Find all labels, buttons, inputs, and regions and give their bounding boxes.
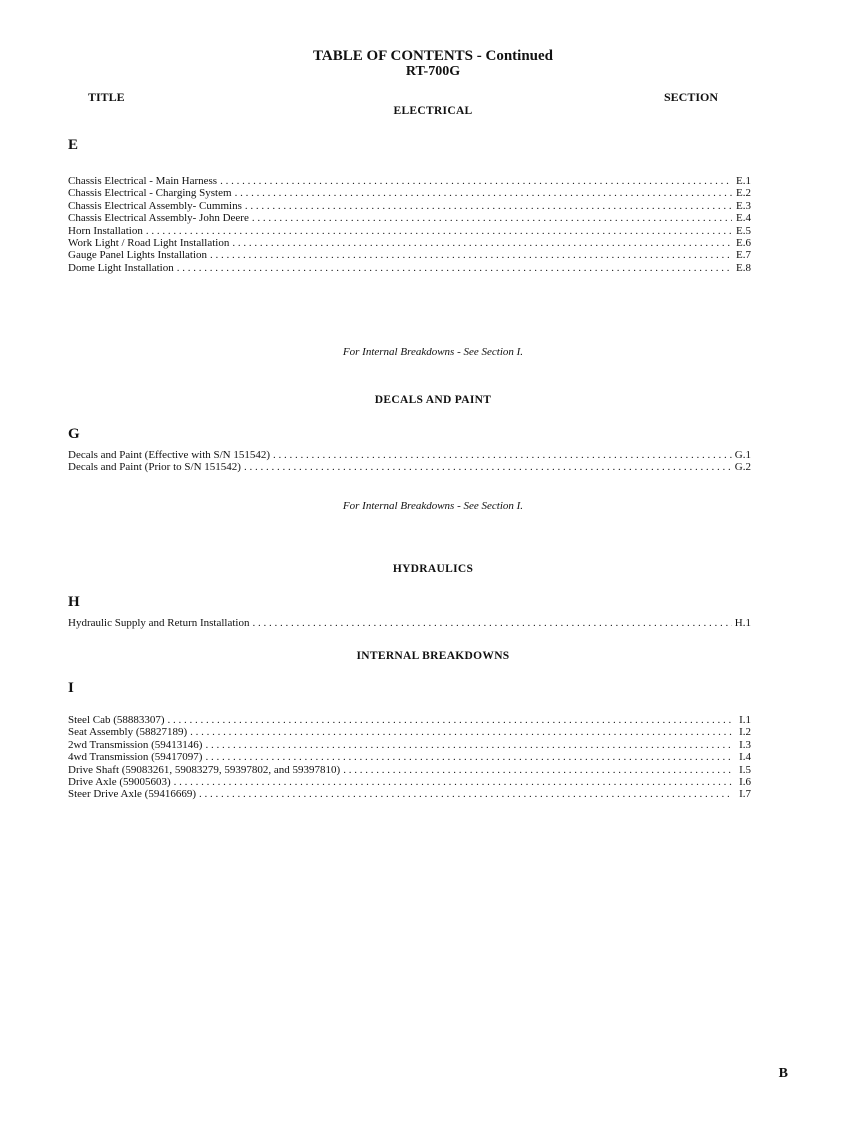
entry-section: I.7 xyxy=(739,788,751,801)
column-header-section: SECTION xyxy=(664,90,719,104)
entry-section: E.2 xyxy=(736,187,751,200)
entry-section: E.5 xyxy=(736,224,751,237)
hydraulics-entries xyxy=(68,617,751,629)
toc-entry[interactable] xyxy=(68,200,751,212)
entry-title: Drive Axle (59005603) xyxy=(68,775,171,788)
toc-entry[interactable] xyxy=(68,237,751,249)
dot-leader xyxy=(252,212,732,224)
entry-section: G.2 xyxy=(734,461,751,474)
entry-title: Seat Assembly (58827189) xyxy=(68,726,188,739)
toc-entry[interactable] xyxy=(68,212,751,224)
dot-leader xyxy=(245,200,732,212)
electrical-entries xyxy=(68,175,751,274)
entry-section: I.2 xyxy=(739,726,751,739)
dot-leader xyxy=(146,225,732,237)
toc-entry[interactable] xyxy=(68,262,751,274)
decals-letter: G xyxy=(68,426,80,442)
entry-section: I.5 xyxy=(739,763,751,776)
dot-leader xyxy=(205,751,732,763)
dot-leader xyxy=(252,617,731,629)
entry-section: I.3 xyxy=(739,738,751,751)
dot-leader xyxy=(210,249,732,261)
entry-section: I.1 xyxy=(739,714,751,726)
entry-section: G.1 xyxy=(734,449,751,461)
entry-title: Hydraulic Supply and Return Installation xyxy=(68,617,250,629)
hydraulics-heading: HYDRAULICS xyxy=(392,563,474,575)
dot-leader xyxy=(190,726,732,738)
entry-title: Chassis Electrical - Charging System xyxy=(68,187,232,200)
toc-entry[interactable] xyxy=(68,726,751,738)
entry-title: Drive Shaft (59083261, 59083279, 59397802, and 59397810) xyxy=(68,763,341,776)
toc-entry[interactable] xyxy=(68,461,751,473)
toc-entry[interactable] xyxy=(68,714,751,726)
toc-entry[interactable] xyxy=(68,751,751,763)
entry-section: E.1 xyxy=(736,175,751,187)
dot-leader xyxy=(232,237,732,249)
toc-entry[interactable] xyxy=(68,175,751,187)
entry-section: E.3 xyxy=(736,199,751,212)
toc-entry[interactable] xyxy=(68,739,751,751)
decals-entries xyxy=(68,449,751,474)
entry-section: E.7 xyxy=(736,249,751,262)
internal-heading: INTERNAL BREAKDOWNS xyxy=(356,650,510,662)
entry-title: Steer Drive Axle (59416669) xyxy=(68,788,196,801)
toc-entry[interactable] xyxy=(68,187,751,199)
model-number: RT-700G xyxy=(405,64,461,79)
toc-entry[interactable] xyxy=(68,225,751,237)
entry-title: Steel Cab (58883307) xyxy=(68,714,165,726)
dot-leader xyxy=(205,739,732,751)
entry-title: Chassis Electrical Assembly- Cummins xyxy=(68,199,242,212)
page-number: B xyxy=(778,1066,788,1081)
toc-entry[interactable] xyxy=(68,788,751,800)
entry-section: E.4 xyxy=(736,212,751,225)
entry-title: Gauge Panel Lights Installation xyxy=(68,249,207,262)
toc-entry[interactable] xyxy=(68,764,751,776)
toc-entry[interactable] xyxy=(68,249,751,261)
electrical-heading: ELECTRICAL xyxy=(393,105,473,117)
toc-entry[interactable] xyxy=(68,617,751,629)
dot-leader xyxy=(199,788,732,800)
decals-heading: DECALS AND PAINT xyxy=(374,394,492,406)
dot-leader xyxy=(235,187,732,199)
dot-leader xyxy=(273,449,732,461)
dot-leader xyxy=(220,175,732,187)
entry-title: 2wd Transmission (59413146) xyxy=(68,738,203,751)
page-title: TABLE OF CONTENTS - Continued xyxy=(312,48,554,64)
entry-title: Chassis Electrical - Main Harness xyxy=(68,175,218,187)
entry-title: Decals and Paint (Effective with S/N 151542) xyxy=(68,449,271,461)
column-header-title: TITLE xyxy=(88,90,125,104)
electrical-note: For Internal Breakdowns - See Section I. xyxy=(342,346,524,358)
entry-section: I.6 xyxy=(739,775,751,788)
entry-section: I.4 xyxy=(739,751,751,764)
dot-leader xyxy=(174,776,732,788)
internal-letter: I xyxy=(68,680,74,696)
entry-title: Dome Light Installation xyxy=(68,261,174,274)
toc-entry[interactable] xyxy=(68,776,751,788)
entry-title: Horn Installation xyxy=(68,224,143,237)
electrical-letter: E xyxy=(68,137,79,153)
decals-note: For Internal Breakdowns - See Section I. xyxy=(342,500,524,512)
toc-entry[interactable] xyxy=(68,449,751,461)
dot-leader xyxy=(177,262,732,274)
entry-section: H.1 xyxy=(734,617,751,629)
internal-entries xyxy=(68,714,751,801)
entry-title: Work Light / Road Light Installation xyxy=(68,236,230,249)
entry-title: Decals and Paint (Prior to S/N 151542) xyxy=(68,461,241,474)
entry-title: 4wd Transmission (59417097) xyxy=(68,751,203,764)
entry-section: E.8 xyxy=(736,261,751,274)
entry-title: Chassis Electrical Assembly- John Deere xyxy=(68,212,249,225)
entry-section: E.6 xyxy=(736,236,751,249)
dot-leader xyxy=(244,461,732,473)
dot-leader xyxy=(343,764,732,776)
dot-leader xyxy=(168,714,732,726)
hydraulics-letter: H xyxy=(68,594,80,610)
